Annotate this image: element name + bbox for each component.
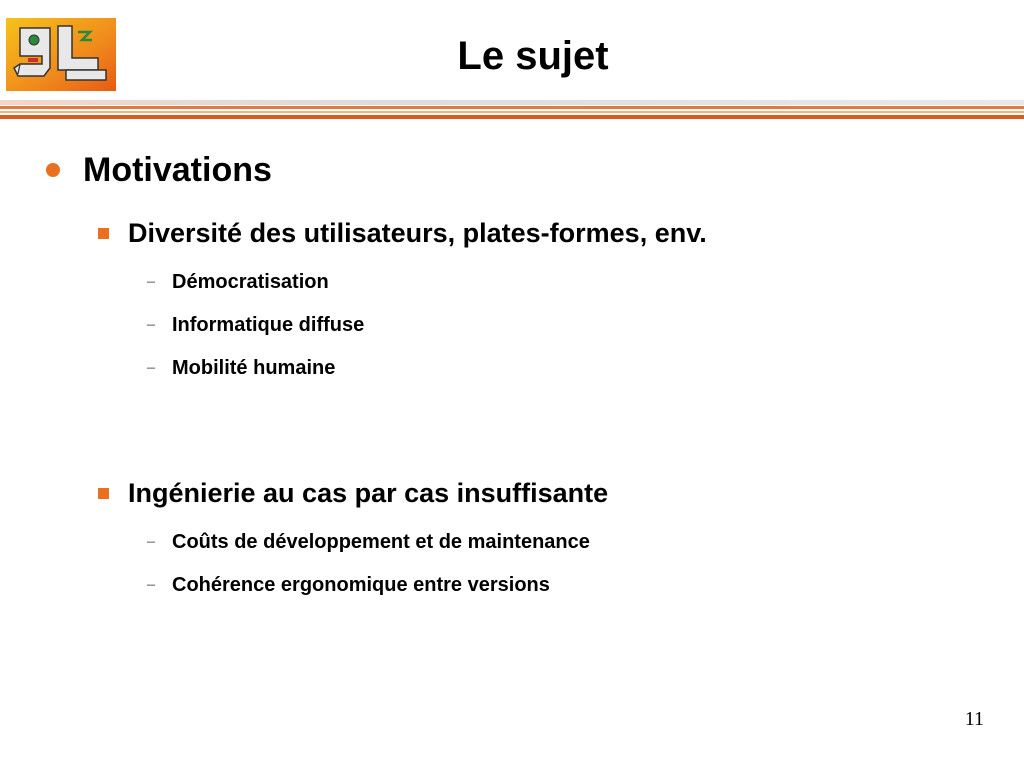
- header-rule-top: [0, 100, 1024, 105]
- group1-item: Mobilité humaine: [172, 357, 336, 379]
- level1-label: Motivations: [83, 151, 272, 189]
- group1-item: Démocratisation: [172, 271, 329, 293]
- header-rule-orange: [0, 106, 1024, 109]
- group2-item: Cohérence ergonomique entre versions: [172, 574, 550, 596]
- group1-item: Informatique diffuse: [172, 314, 365, 336]
- dash-icon: –: [147, 533, 155, 550]
- page-number: 11: [964, 708, 984, 730]
- header-rule-light: [0, 111, 1024, 113]
- bullet-square-icon: [98, 488, 109, 499]
- dash-icon: –: [147, 359, 155, 376]
- group2-label: Ingénierie au cas par cas insuffisante: [128, 478, 609, 508]
- dash-icon: –: [147, 273, 155, 290]
- dash-icon: –: [147, 316, 155, 333]
- group1-label: Diversité des utilisateurs, plates-formes, env.: [128, 218, 707, 248]
- slide-title: Le sujet: [457, 34, 609, 78]
- dash-icon: –: [147, 576, 155, 593]
- header-rule-bottom: [0, 115, 1024, 119]
- bullet-dot-icon: [46, 163, 60, 177]
- bullet-square-icon: [98, 228, 109, 239]
- group2-item: Coûts de développement et de maintenance: [172, 531, 590, 553]
